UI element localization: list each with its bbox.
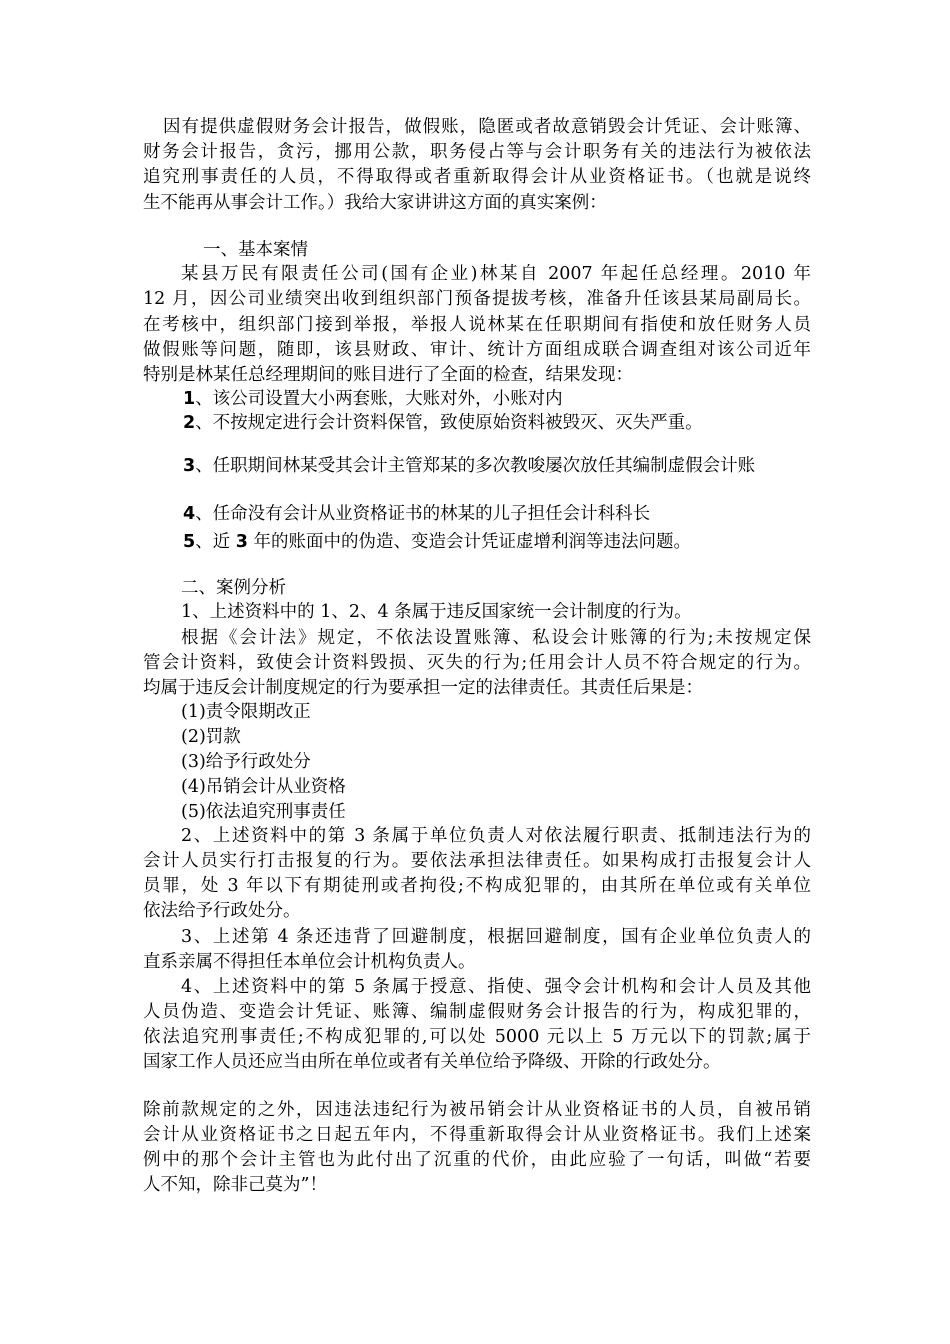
- finding-text: 年的账面中的伪造、变造会计凭证虚增利润等违法问题。: [247, 532, 692, 552]
- finding-item: [183, 411, 703, 435]
- analysis-line: 会计人员实行打击报复的行为。要依法承担法律责任。如果构成打击报复会计人: [143, 851, 811, 871]
- closing-line: 除前款规定的之外，因违法违纪行为被吊销会计从业资格证书的人员，自被吊销: [143, 1100, 811, 1120]
- consequence-item: (5)依法追究刑事责任: [181, 802, 346, 822]
- analysis-line: 3、上述第 4 条还违背了回避制度，根据回避制度，国有企业单位负责人的: [181, 927, 811, 947]
- analysis-line: 4、上述资料中的第 5 条属于授意、指使、强令会计机构和会计人员及其他: [181, 977, 811, 997]
- finding-text: 、不按规定进行会计资料保管，致使原始资料被毁灭、灭失严重。: [195, 413, 703, 433]
- case-line: 做假账等问题，随即，该县财政、审计、统计方面组成联合调查组对该公司近年: [143, 340, 811, 360]
- analysis-line: 依法给予行政处分。: [143, 901, 301, 921]
- finding-item: [183, 454, 755, 478]
- analysis-line: 人员伪造、变造会计凭证、账簿、编制虚假财务会计报告的行为，构成犯罪的，: [143, 1002, 811, 1022]
- finding-number: 2: [183, 413, 196, 433]
- section-heading: 一、基本案情: [203, 240, 308, 260]
- closing-line: 人不知，除非己莫为”！: [143, 1175, 327, 1195]
- finding-number: 5: [183, 532, 196, 552]
- finding-year-count: 3: [235, 532, 248, 552]
- closing-line: 例中的那个会计主管也为此付出了沉重的代价，由此应验了一句话，叫做“若要: [143, 1150, 811, 1170]
- case-line: 12 月，因公司业绩突出收到组织部门预备提拔考核，准备升任该县某局副局长。: [143, 289, 811, 309]
- analysis-line: 2、上述资料中的第 3 条属于单位负责人对依法履行职责、抵制违法行为的: [181, 826, 811, 846]
- analysis-point: 1、上述资料中的 1、2、4 条属于违反国家统一会计制度的行为。: [181, 602, 692, 622]
- consequence-item: (2)罚款: [181, 727, 241, 747]
- consequence-item: (1)责令限期改正: [181, 702, 311, 722]
- case-line: 特别是林某任总经理期间的账目进行了全面的检查，结果发现：: [143, 365, 633, 385]
- consequence-item: (4)吊销会计从业资格: [181, 777, 346, 797]
- finding-item: [183, 387, 563, 411]
- finding-text: 、任命没有会计从业资格证书的林某的儿子担任会计科科长: [195, 504, 651, 524]
- finding-number: 1: [183, 389, 196, 409]
- analysis-line: 管会计资料，致使会计资料毁损、灭失的行为;任用会计人员不符合规定的行为。: [143, 653, 811, 673]
- finding-text: 、该公司设置大小两套账，大账对外，小账对内: [195, 389, 563, 409]
- finding-text: 、近: [195, 532, 236, 552]
- section-heading: 二、案例分析: [181, 578, 286, 598]
- analysis-line: 直系亲属不得担任本单位会计机构负责人。: [143, 952, 476, 972]
- analysis-line: 国家工作人员还应当由所在单位或者有关单位给予降级、开除的行政处分。: [143, 1052, 721, 1072]
- intro-line: 生不能再从事会计工作。）我给大家讲讲这方面的真实案例：: [143, 193, 607, 213]
- analysis-line: 均属于违反会计制度规定的行为要承担一定的法律责任。其责任后果是：: [143, 678, 703, 698]
- analysis-line: 根据《会计法》规定，不依法设置账簿、私设会计账簿的行为;未按规定保: [181, 628, 811, 648]
- finding-text: 、任职期间林某受其会计主管郑某的多次教唆屡次放任其编制虚假会计账: [195, 456, 756, 476]
- consequence-item: (3)给予行政处分: [181, 752, 311, 772]
- closing-line: 会计从业资格证书之日起五年内，不得重新取得会计从业资格证书。我们上述案: [143, 1125, 811, 1145]
- analysis-line: 依法追究刑事责任;不构成犯罪的,可以处 5000 元以上 5 万元以下的罚款;属于: [143, 1027, 811, 1047]
- intro-line: 追究刑事责任的人员，不得取得或者重新取得会计从业资格证书。（也就是说终: [143, 167, 811, 187]
- finding-item: [183, 530, 691, 554]
- case-line: 某县万民有限责任公司(国有企业)林某自 2007 年起任总经理。2010 年: [181, 264, 811, 284]
- analysis-line: 员罪，处 3 年以下有期徒刑或者拘役;不构成犯罪的，由其所在单位或有关单位: [143, 876, 811, 896]
- finding-item: [183, 502, 650, 526]
- intro-line: 因有提供虚假财务会计报告，做假账，隐匿或者故意销毁会计凭证、会计账簿、: [163, 117, 811, 137]
- finding-number: 4: [183, 504, 196, 524]
- finding-number: 3: [183, 456, 196, 476]
- intro-line: 财务会计报告，贪污，挪用公款，职务侵占等与会计职务有关的违法行为被依法: [143, 142, 811, 162]
- case-line: 在考核中，组织部门接到举报，举报人说林某在任职期间有指使和放任财务人员: [143, 315, 811, 335]
